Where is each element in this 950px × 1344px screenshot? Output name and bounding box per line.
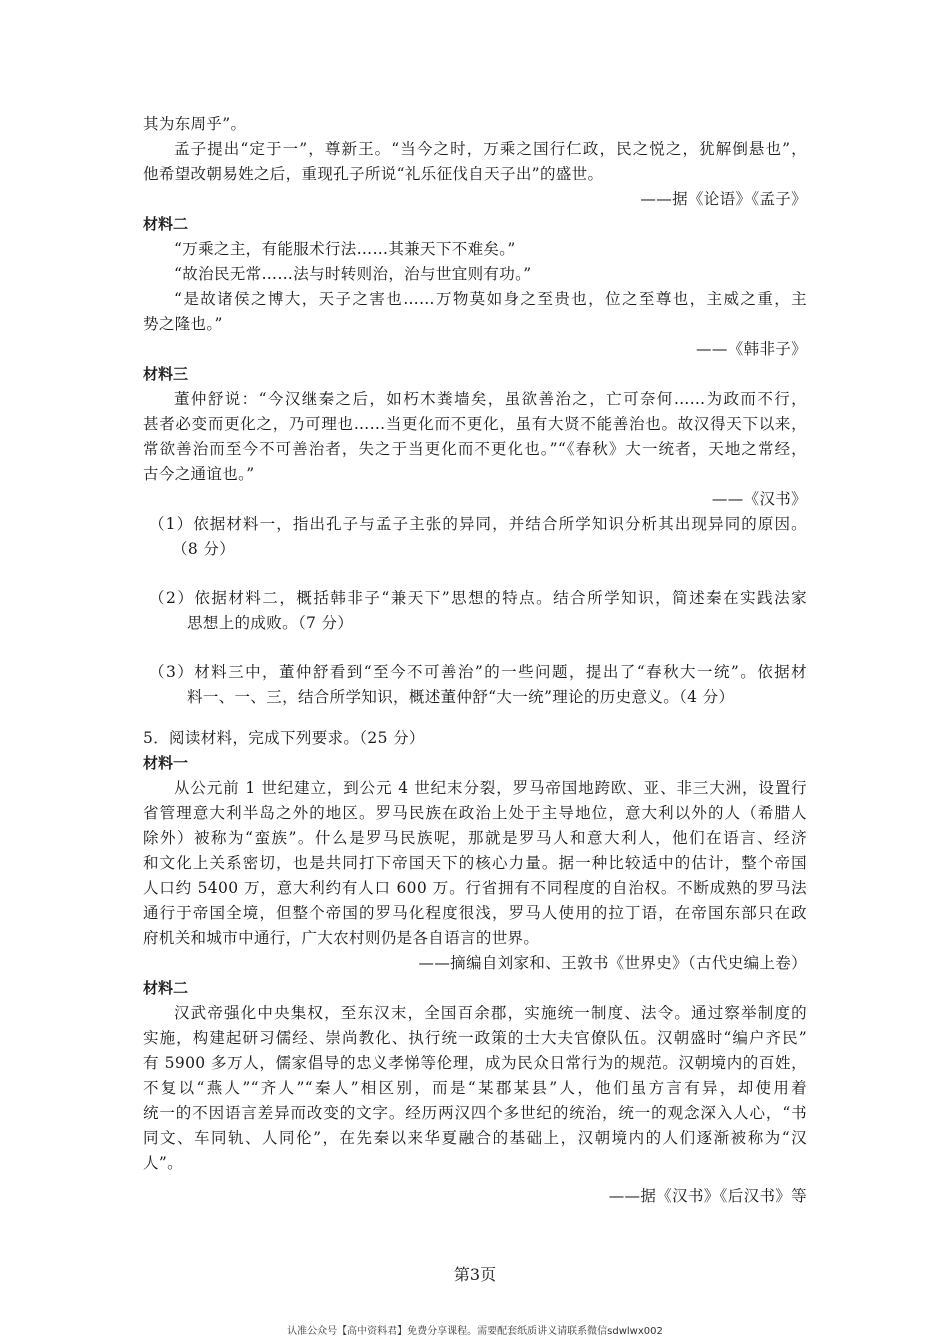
- question-3-line-2: 料一、一、三，结合所学知识，概述董仲舒“大一统”理论的历史意义。（4 分）: [187, 688, 735, 706]
- answer-space-2: [143, 636, 807, 660]
- task-5-material-2-line-7: 人”。: [143, 1154, 183, 1172]
- task-5-material-1-line-6: 通行于帝国全境，但整个帝国的罗马化程度很浅，罗马人使用的拉丁语，在帝国东部只在政: [143, 904, 807, 922]
- question-2-line-1: （2）依据材料二，概括韩非子“兼天下”思想的特点。结合所学知识，简述秦在实践法家: [149, 589, 807, 607]
- question-1-line-2: （8 分）: [172, 540, 236, 558]
- task-5-material-1-source: ——摘编自刘家和、王敦书《世界史》（古代史编上卷）: [418, 954, 807, 972]
- task-5-material-1-line-2: 省管理意大利半岛之外的地区。罗马民族在政治上处于主导地位，意大利以外的人（希腊人: [143, 804, 807, 822]
- material-2-source: ——《韩非子》: [696, 340, 807, 358]
- task-5-material-1-line-1: 从公元前 1 世纪建立，到公元 4 世纪末分裂，罗马帝国地跨欧、亚、非三大洲，设置行: [174, 779, 807, 797]
- answer-space-3: [143, 710, 807, 726]
- material-3-line-3: 常欲善治而至今不可善治者，失之于当更化而不更化也。”“《春秋》大一统者，天地之常经，: [143, 440, 807, 458]
- task-5-material-1-heading: 材料一: [143, 754, 189, 772]
- material-3-line-4: 古今之通谊也。”: [143, 465, 255, 483]
- task-5-material-2-line-3: 有 5900 多万人，儒家倡导的忠义孝悌等伦理，成为民众日常行为的规范。汉朝境内的百姓，: [143, 1054, 807, 1072]
- material-3-line-2: 甚者必变而更化之，乃可理也……当更化而不更化，虽有大贤不能善治也。故汉得天下以来，: [143, 415, 807, 433]
- task-5-material-1-line-7: 府机关和城市中通行，广大农村则仍是各自语言的世界。: [143, 929, 540, 947]
- question-2-line-2: 思想上的成败。（7 分）: [187, 614, 354, 632]
- material-3-line-1: 董仲舒说：“今汉继秦之后，如朽木粪墙矣，虽欲善治之，亡可奈何……为政而不行，: [174, 390, 807, 408]
- answer-space-1: [143, 562, 807, 586]
- task-5-material-2-line-5: 统一的不因语言差异而改变的文字。经历两汉四个多世纪的统治，统一的观念深入人心，“书: [143, 1104, 807, 1122]
- task-5-material-1-line-4: 和文化上关系密切，也是共同打下帝国天下的核心力量。据一种比较适中的估计，整个帝国: [143, 854, 807, 872]
- intro-line-2: 孟子提出“定于一”，尊新王。“当今之时，万乘之国行仁政，民之悦之，犹解倒悬也”，: [174, 140, 807, 158]
- task-5-prompt: 5．阅读材料，完成下列要求。（25 分）: [143, 729, 425, 747]
- task-5-material-2-heading: 材料二: [143, 979, 189, 997]
- page-number: 第3页: [453, 1265, 497, 1284]
- task-5-material-2-line-2: 实施，构建起研习儒经、崇尚教化、执行统一政策的士大夫官僚队伍。汉朝盛时“编户齐民”: [143, 1029, 807, 1047]
- source-spacer: [143, 1176, 807, 1184]
- task-5-material-1-line-5: 人口约 5400 万，意大利约有人口 600 万。行省拥有不同程度的自治权。不断成熟的罗马法: [143, 879, 807, 897]
- task-5-material-2-line-4: 不复以“燕人”“齐人”“秦人”相区别，而是“某郡某县”人，他们虽方言有异，却使用着: [143, 1079, 807, 1097]
- material-2-line-1: “万乘之主，有能服术行法……其兼天下不难矣。”: [174, 240, 516, 258]
- material-2-heading: 材料二: [143, 215, 189, 233]
- task-5-material-2-source: ——据《汉书》《后汉书》等: [608, 1187, 807, 1205]
- footer-note: 认准公众号【高中资料君】免费分享课程。需要配套纸质讲义请联系微信sdwlwx002: [287, 1326, 663, 1337]
- question-1-line-1: （1）依据材料一，指出孔子与孟子主张的异同，并结合所学知识分析其出现异同的原因。: [149, 515, 807, 533]
- task-5-material-2-line-6: 同文、车同轨、人同伦”，在先秦以来华夏融合的基础上，汉朝境内的人们逐渐被称为“汉: [143, 1129, 807, 1147]
- material-2-line-4: 势之隆也。”: [143, 315, 223, 333]
- task-5-material-2-line-1: 汉武帝强化中央集权，至东汉末，全国百余郡，实施统一制度、法令。通过察举制度的: [174, 1004, 807, 1022]
- intro-source: ——据《论语》《孟子》: [640, 190, 807, 208]
- material-2-line-2: “故治民无常……法与时转则治，治与世宜则有功。”: [174, 265, 532, 283]
- intro-line-1: 其为东周乎”。: [143, 115, 247, 133]
- intro-line-3: 他希望改朝易姓之后，重现孔子所说“礼乐征伐自天子出”的盛世。: [143, 165, 604, 183]
- page-content: [143, 112, 807, 1209]
- task-5-material-1-line-3: 除外）被称为“蛮族”。什么是罗马民族呢，那就是罗马人和意大利人，他们在语言、经济: [143, 829, 807, 847]
- material-3-heading: 材料三: [143, 365, 189, 383]
- material-3-source: ——《汉书》: [711, 490, 807, 508]
- material-2-line-3: “是故诸侯之博大，天子之害也……万物莫如身之至贵也，位之至尊也，主威之重，主: [174, 290, 807, 308]
- question-3-line-1: （3）材料三中，董仲舒看到“至今不可善治”的一些问题，提出了“春秋大一统”。依据材: [149, 663, 807, 681]
